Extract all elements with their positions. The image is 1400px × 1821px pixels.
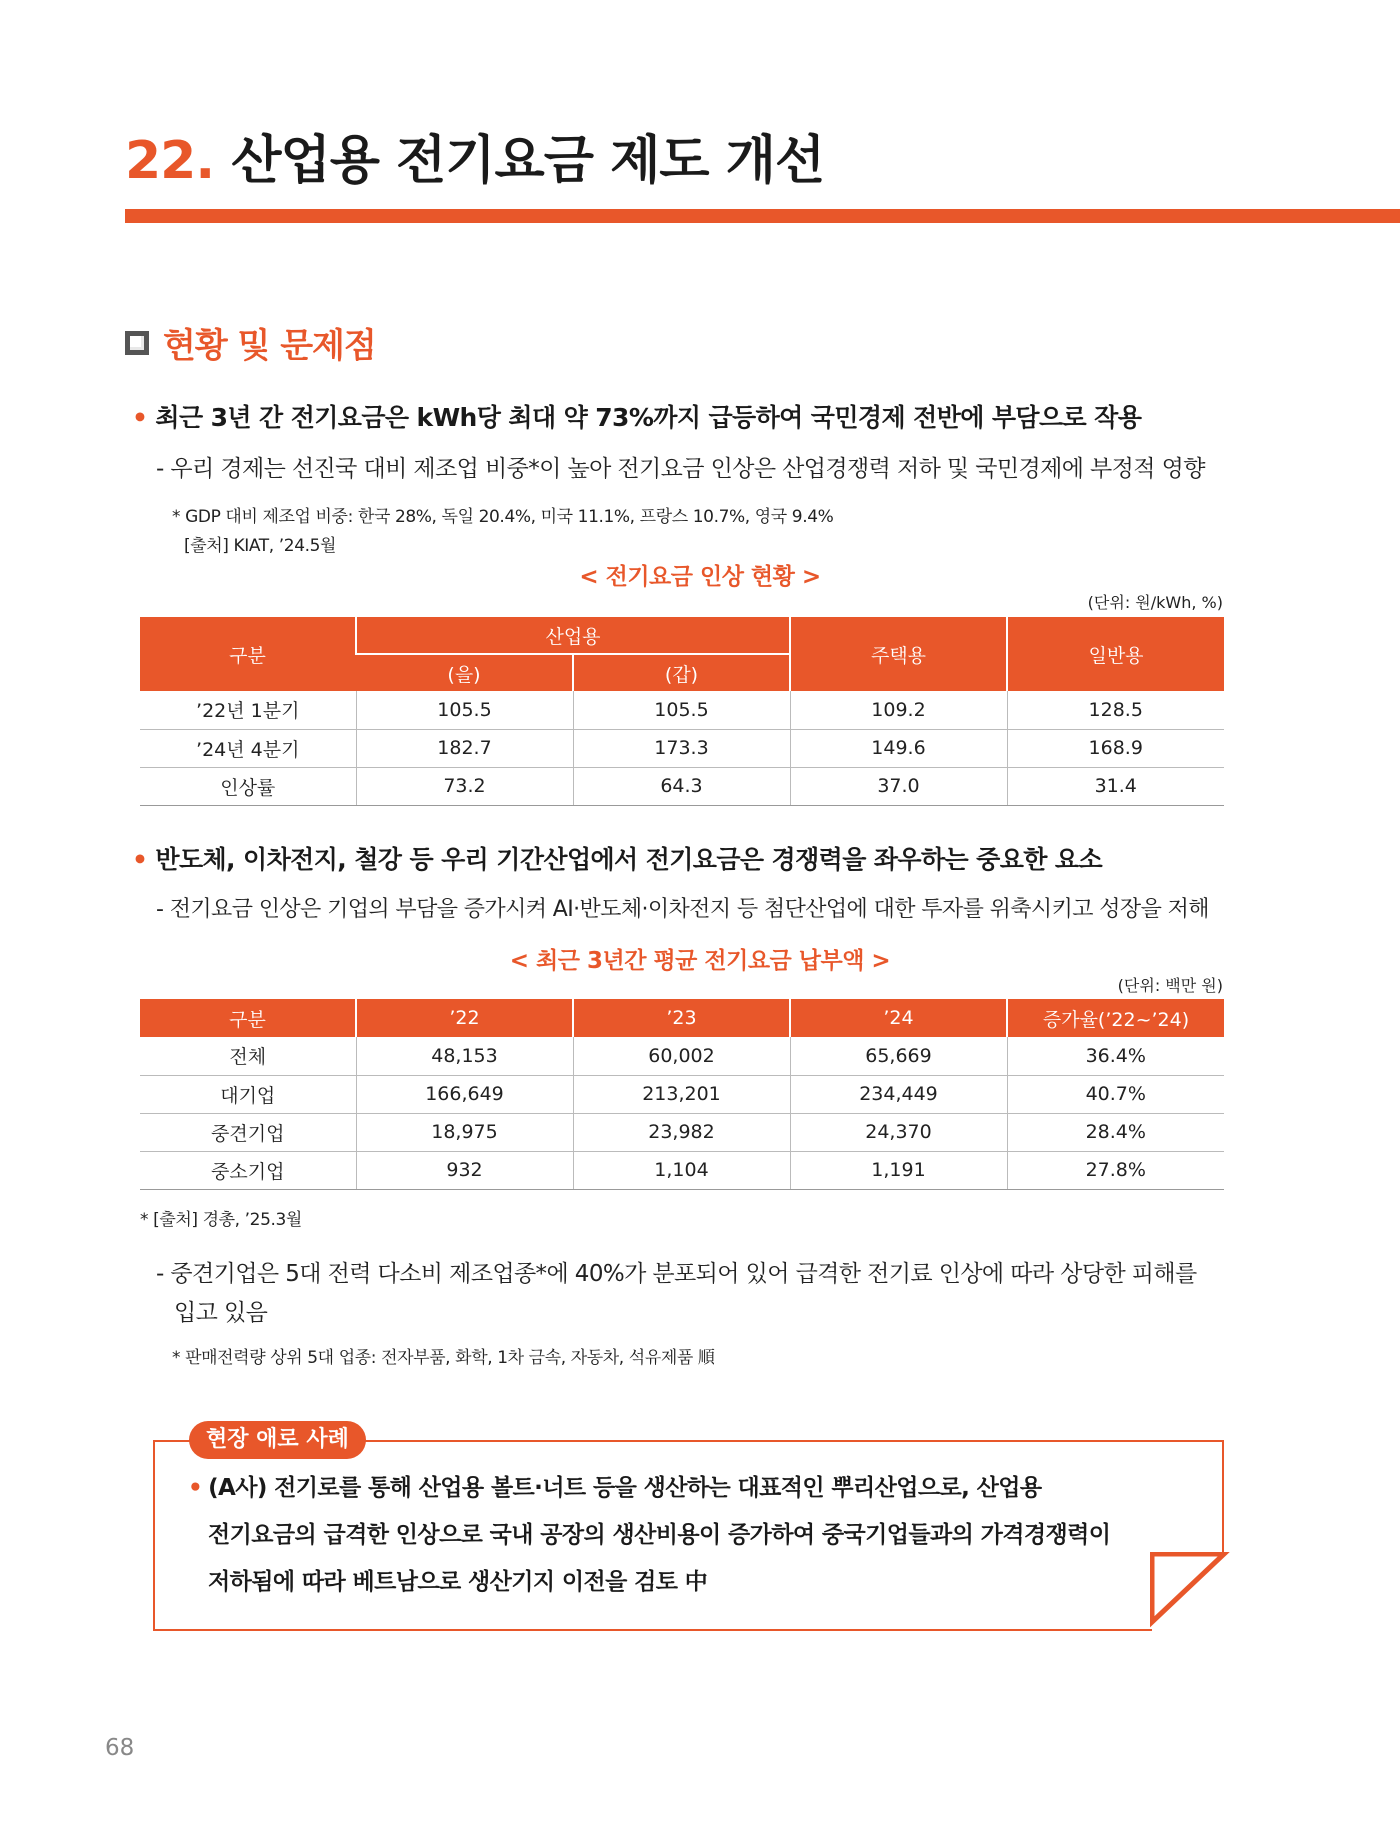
table-cell: 23,982 (573, 1113, 790, 1151)
table-cell: 182.7 (356, 729, 573, 767)
bullet-dot-icon: • (188, 1475, 203, 1501)
folded-corner-icon (1150, 1552, 1230, 1634)
header-year-23: ’23 (573, 999, 790, 1037)
section-heading (125, 318, 376, 367)
sub-point-midsize-companies-cont: 입고 있음 (174, 1300, 268, 1326)
header-industrial: 산업용 (356, 617, 790, 654)
table-cell: 128.5 (1007, 691, 1224, 729)
rate-increase-table (140, 617, 1224, 806)
case-study-tag: 현장 애로 사례 (189, 1421, 366, 1459)
footnote-source-kiat: [출처] KIAT, ’24.5월 (184, 536, 337, 556)
header-residential: 주택용 (790, 617, 1007, 691)
table-cell: 중소기업 (140, 1151, 356, 1189)
table-cell: 149.6 (790, 729, 1007, 767)
table-cell: 932 (356, 1151, 573, 1189)
table-cell: 166,649 (356, 1075, 573, 1113)
table-cell: 60,002 (573, 1037, 790, 1075)
table-cell: 213,201 (573, 1075, 790, 1113)
table2-unit: (단위: 백만 원) (1117, 976, 1223, 995)
case-line-2: 전기요금의 급격한 인상으로 국내 공장의 생산비용이 증가하여 중국기업들과의 가격경쟁력이 (208, 1522, 1111, 1548)
table-cell: 27.8% (1007, 1151, 1224, 1189)
header-industrial-eul: (을) (356, 654, 573, 691)
table-cell: 168.9 (1007, 729, 1224, 767)
table-cell: ’22년 1분기 (140, 691, 356, 729)
table-cell: 1,191 (790, 1151, 1007, 1189)
footnote-source-kefa: * [출처] 경총, ’25.3월 (140, 1210, 302, 1230)
bullet-dot-icon: • (132, 845, 148, 874)
table-cell: 36.4% (1007, 1037, 1224, 1075)
table-cell: 중견기업 (140, 1113, 356, 1151)
bullet-dot-icon: • (132, 403, 148, 432)
sub-point-midsize-companies: - 중견기업은 5대 전력 다소비 제조업종*에 40%가 분포되어 있어 급격한 전기료 인상에 따라 상당한 피해를 (156, 1261, 1197, 1287)
table-cell: 1,104 (573, 1151, 790, 1189)
title-text: 산업용 전기요금 제도 개선 (231, 131, 825, 191)
header-year-22: ’22 (356, 999, 573, 1037)
table-row (140, 1151, 1224, 1189)
footnote-gdp-share: * GDP 대비 제조업 비중: 한국 28%, 독일 20.4%, 미국 11.1%, 프랑스 10.7%, 영국 9.4% (172, 507, 834, 527)
page-title (125, 118, 824, 193)
bullet-electricity-rate-surge (132, 398, 1141, 434)
table-cell: 18,975 (356, 1113, 573, 1151)
table-cell: 28.4% (1007, 1113, 1224, 1151)
table1-unit: (단위: 원/kWh, %) (1087, 593, 1223, 612)
square-bullet-icon (125, 331, 149, 355)
header-industrial-gap: (갑) (573, 654, 790, 691)
table-cell: 105.5 (356, 691, 573, 729)
table-row (140, 1113, 1224, 1151)
bullet-text: 반도체, 이차전지, 철강 등 우리 기간산업에서 전기요금은 경쟁력을 좌우하는 중요한 요소 (155, 845, 1103, 874)
table-cell: 37.0 (790, 767, 1007, 805)
table-cell: 48,153 (356, 1037, 573, 1075)
average-payment-table (140, 999, 1224, 1190)
case-text: (A사) 전기로를 통해 산업용 볼트·너트 등을 생산하는 대표적인 뿌리산업으로, 산업용 (208, 1475, 1042, 1501)
title-number: 22. (125, 131, 215, 191)
table-cell: 65,669 (790, 1037, 1007, 1075)
table-row (140, 691, 1224, 729)
table-row (140, 767, 1224, 805)
header-year-24: ’24 (790, 999, 1007, 1037)
table-cell: ’24년 4분기 (140, 729, 356, 767)
header-general: 일반용 (1007, 617, 1224, 691)
table-cell: 64.3 (573, 767, 790, 805)
case-line-3: 저하됨에 따라 베트남으로 생산기지 이전을 검토 中 (208, 1569, 708, 1595)
table-row (140, 1075, 1224, 1113)
header-category: 구분 (140, 617, 356, 691)
header-category: 구분 (140, 999, 356, 1037)
table2-title: < 최근 3년간 평균 전기요금 납부액 > (509, 948, 891, 974)
table-cell: 173.3 (573, 729, 790, 767)
case-line-1 (188, 1469, 1041, 1502)
table-cell: 109.2 (790, 691, 1007, 729)
table-cell: 전체 (140, 1037, 356, 1075)
table-cell: 40.7% (1007, 1075, 1224, 1113)
sub-point-manufacturing-share: - 우리 경제는 선진국 대비 제조업 비중*이 높아 전기요금 인상은 산업경쟁력 저하 및 국민경제에 부정적 영향 (156, 456, 1205, 482)
table-cell: 인상률 (140, 767, 356, 805)
table-row (140, 1037, 1224, 1075)
table-cell: 24,370 (790, 1113, 1007, 1151)
section-title: 현황 및 문제점 (163, 326, 376, 366)
table-row (140, 729, 1224, 767)
table-cell: 234,449 (790, 1075, 1007, 1113)
sub-point-investment-impact: - 전기요금 인상은 기업의 부담을 증가시켜 AI·반도체·이차전지 등 첨단산업에 대한 투자를 위축시키고 성장을 저해 (156, 897, 1209, 922)
bullet-key-industries (132, 840, 1102, 876)
page-number: 68 (105, 1735, 135, 1761)
table-cell: 대기업 (140, 1075, 356, 1113)
bullet-text: 최근 3년 간 전기요금은 kWh당 최대 약 73%까지 급등하여 국민경제 전반에 부담으로 작용 (155, 403, 1142, 432)
table-cell: 31.4 (1007, 767, 1224, 805)
table1-title: < 전기요금 인상 현황 > (579, 564, 821, 590)
table-cell: 105.5 (573, 691, 790, 729)
table-cell: 73.2 (356, 767, 573, 805)
footnote-top5-industries: * 판매전력량 상위 5대 업종: 전자부품, 화학, 1차 금속, 자동차, 석유제품 順 (172, 1348, 715, 1368)
title-underline-bar (125, 209, 1400, 223)
header-growth-rate: 증가율(’22~’24) (1007, 999, 1224, 1037)
